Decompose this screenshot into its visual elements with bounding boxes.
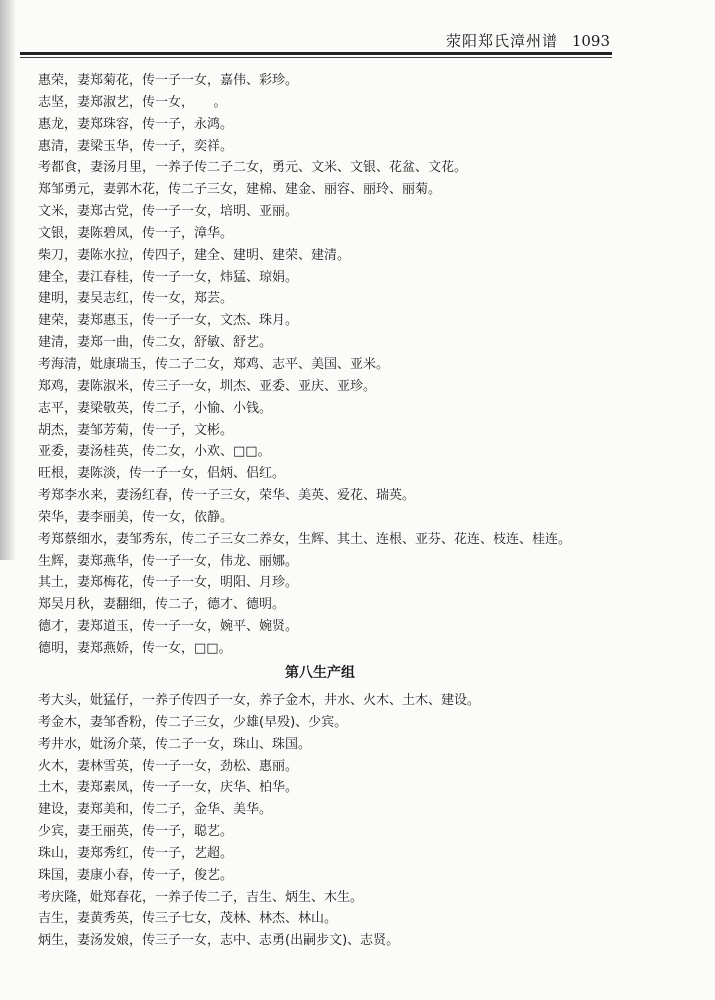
page-number: 1093 [571, 32, 610, 50]
entry-line: 志坚，妻郑淑艺，传一女， 。 [38, 94, 227, 110]
entry-line: 炳生，妻汤发娘，传三子一女，志中、志勇(出嗣步文)、志贤。 [38, 933, 400, 949]
entry-line: 建荣，妻郑惠玉，传一子一女，文杰、珠月。 [38, 313, 299, 329]
running-header [30, 30, 610, 52]
entry-line: 考井水，妣汤介菜，传二子一女，珠山、珠国。 [38, 736, 312, 752]
entry-line: 其土，妻郑梅花，传一子一女，明阳、月珍。 [38, 575, 299, 591]
entry-line: 惠龙，妻郑珠容，传一子，永鸿。 [38, 116, 234, 132]
entry-line: 珠国，妻康小春，传一子，俊艺。 [38, 867, 234, 883]
entry-line: 建明，妻吴志红，传一女，郑芸。 [38, 291, 234, 307]
entry-line: 考郑蔡细水，妻邹秀东，传二子三女二养女，生辉、其土、连根、亚芬、花连、枝连、桂连。 [38, 531, 572, 547]
entry-line: 文米，妻郑古党，传一子一女，培明、亚丽。 [38, 204, 299, 220]
entry-line: 建设，妻郑美和，传二子，金华、美华。 [38, 802, 273, 818]
book-spine-shadow [0, 0, 16, 560]
entry-line: 建清，妻郑一曲，传二女，舒敏、舒艺。 [38, 335, 273, 351]
genealogy-entries-bottom [38, 690, 638, 952]
genealogy-entries-top [38, 70, 618, 660]
entry-line: 考郑李水来，妻汤红春，传一子三女，荣华、美英、爱花、瑞英。 [38, 488, 416, 504]
entry-line: 郑邹勇元，妻郭木花，传二子三女，建棉、建金、丽容、丽玲、丽菊。 [38, 182, 442, 198]
entry-line: 土木，妻郑素凤，传一子一女，庆华、柏华。 [38, 780, 299, 796]
entry-line: 建全，妻江春桂，传一子一女，炜猛、琼娟。 [38, 269, 299, 285]
entry-line: 考庆隆，妣郑春花，一养子传二子，吉生、炳生、木生。 [38, 889, 364, 905]
entry-line: 火木，妻林雪英，传一子一女，劲松、惠丽。 [38, 758, 299, 774]
entry-line: 考金木，妻邹香粉，传二子三女，少雄(早殁)、少宾。 [38, 714, 348, 730]
entry-line: 荣华，妻李丽美，传一女，依静。 [38, 509, 234, 525]
entry-line: 考大头，妣猛仔，一养子传四子一女，养子金木，井水、火木、土木、建设。 [38, 693, 481, 708]
entry-line: 郑吴月秋，妻翻细，传二子，德才、德明。 [38, 597, 286, 613]
entry-line: 志平，妻梁敬英，传二子，小愉、小钱。 [38, 400, 273, 416]
entry-line: 惠清，妻梁玉华，传一子，奕祥。 [38, 138, 234, 154]
entry-line: 胡杰，妻邹芳菊，传一子，文彬。 [38, 422, 234, 438]
entry-line: 德明，妻郑燕娇，传一女，□□。 [38, 640, 232, 656]
header-rule [20, 52, 612, 55]
entry-line: 考都食，妻汤月里，一养子传二子二女，勇元、文米、文银、花盆、文花。 [38, 160, 468, 176]
header-title: 荥阳郑氏漳州谱 [446, 32, 559, 50]
header-rule-thin [20, 57, 612, 58]
entry-line: 郑鸡，妻陈淑米，传三子一女，圳杰、亚委、亚庆、亚珍。 [38, 378, 377, 394]
entry-line: 柴刀，妻陈水拉，传四子，建全、建明、建荣、建清。 [38, 247, 351, 263]
entry-line: 德才，妻郑道玉，传一子一女，婉平、婉贤。 [38, 619, 299, 635]
entry-line: 亚委，妻汤桂英，传二女，小欢、□□。 [38, 444, 271, 460]
entry-line: 文银，妻陈碧凤，传一子，漳华。 [38, 225, 234, 241]
entry-line: 生辉，妻郑燕华，传一子一女，伟龙、丽娜。 [38, 553, 299, 569]
entry-line: 少宾，妻王丽英，传一子，聪艺。 [38, 824, 234, 840]
entry-line: 旺根，妻陈淡，传一子一女，侣炳、侣红。 [38, 466, 286, 482]
entry-line: 惠荣，妻郑菊花，传一子一女，嘉伟、彩珍。 [38, 73, 299, 88]
entry-line: 吉生，妻黄秀英，传三子七女，茂林、林杰、林山。 [38, 911, 338, 927]
entry-line: 珠山，妻郑秀红，传一子，艺超。 [38, 845, 234, 861]
section-heading: 第八生产组 [285, 665, 355, 681]
entry-line: 考海清，妣康瑞玉，传二子二女，郑鸡、志平、美国、亚米。 [38, 356, 390, 372]
